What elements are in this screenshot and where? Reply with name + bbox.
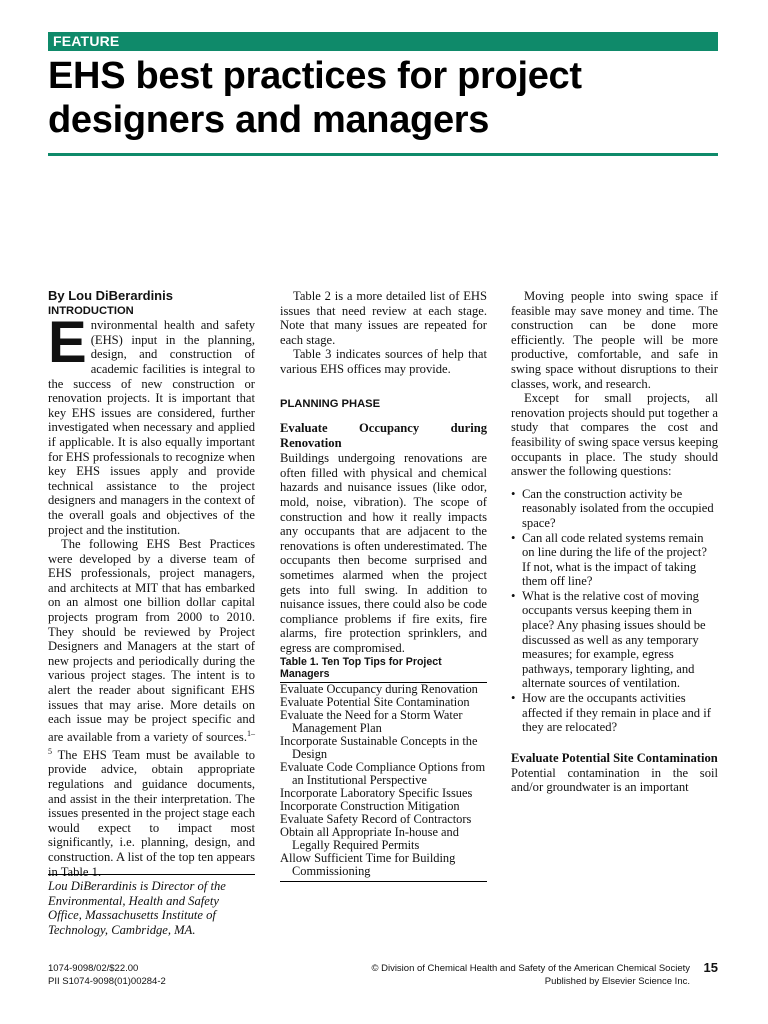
list-item-text: Can all code related systems remain on line during the life of the project? If not, what is the impact of taking them off line? xyxy=(522,530,707,589)
column-2 xyxy=(280,289,487,655)
copyright-line: © Division of Chemical Health and Safety of the American Chemical Society xyxy=(371,963,690,974)
list-item xyxy=(511,589,718,691)
question-list xyxy=(511,487,718,735)
introduction-paragraph-2 xyxy=(48,537,255,879)
bullet-icon: • xyxy=(511,486,516,501)
table-rule-bottom xyxy=(280,881,487,882)
issn-price: 1074-9098/02/$22.00 xyxy=(48,963,139,974)
introduction-heading: INTRODUCTION xyxy=(48,304,134,317)
footer-identifiers xyxy=(48,962,166,988)
planning-paragraph-2: Moving people into swing space if feasible may save money and time. The construction can be done more efficiently. The people will be more productive, comfortable, and safe in swing space without disruptions to their classes, work, and research. xyxy=(511,289,718,391)
table-caption: Table 1. Ten Top Tips for Project Managers xyxy=(280,656,442,680)
list-item-text: Can the construction activity be reasonably isolated from the occupied space? xyxy=(522,486,714,530)
list-item xyxy=(511,531,718,589)
byline: By Lou DiBerardinis xyxy=(48,288,173,303)
introduction-p2-end: The EHS Team must be available to provide advice, obtain appropriate regulations and guidance documents, and assist in the their interpretation. The issues presented in the project stage each would expect to impact most significantly, i.e. planning, design, and construction. A list of the top ten appears in Table 1. xyxy=(48,747,255,879)
table-1 xyxy=(280,656,487,882)
title-divider xyxy=(48,153,718,156)
table-row: Incorporate Construction Mitigation xyxy=(280,799,460,813)
drop-cap: E xyxy=(48,310,87,376)
list-item-text: How are the occupants activities affected if they remain in place and if they are relocated? xyxy=(522,691,711,735)
table-row: Evaluate Potential Site Contamination xyxy=(280,695,470,709)
author-bio-text: is Director of the Environmental, Health and Safety Office, Massachusetts Institute of Technology, Cambridge, MA. xyxy=(48,879,226,937)
planning-paragraph-3: Except for small projects, all renovation projects should put together a study that compares the cost and feasibility of swing space versus keeping occupants in place. The study should answer the following questions: xyxy=(511,391,718,479)
footer-publisher xyxy=(371,962,690,988)
section-label: FEATURE xyxy=(53,33,120,49)
article-title: EHS best practices for project designers and managers xyxy=(48,55,582,141)
introduction-paragraph-4: Table 3 indicates sources of help that various EHS offices may provide. xyxy=(280,347,487,376)
introduction-p1-text: nvironmental health and safety (EHS) input in the planning, design, and construction of academic facilities is integral to the success of new construction or renovation projects. It is important that key EHS issues are considered, further investigated when necessary and applied if applicable. It is also equally important for EHS professionals to recognize when key EHS issues apply and provide technical assistance to the project designers and managers in the context of the overall goals and objectives of the project and the institution. xyxy=(48,318,255,537)
planning-paragraph-4: Potential contamination in the soil and/or groundwater is an important xyxy=(511,765,718,795)
bullet-icon: • xyxy=(511,691,516,706)
table-row: Allow Sufficient Time for Building Commissioning xyxy=(280,851,456,878)
citation-superscript: 1–5 xyxy=(48,728,255,756)
planning-phase-heading: PLANNING PHASE xyxy=(280,397,381,410)
feature-banner xyxy=(48,32,718,51)
introduction-paragraph-3: Table 2 is a more detailed list of EHS issues that need review at each stage. Note that many issues are repeated for each stage. xyxy=(280,289,487,347)
author-bio xyxy=(48,879,255,937)
page-number: 15 xyxy=(703,960,718,975)
table-row: Evaluate Safety Record of Contractors xyxy=(280,812,472,826)
publisher-line: Published by Elsevier Science Inc. xyxy=(544,976,690,987)
pii-code: PII S1074-9098(01)00284-2 xyxy=(48,976,166,987)
subheading-occupancy: Evaluate Occupancy during Renovation xyxy=(280,421,487,451)
bullet-icon: • xyxy=(511,530,516,545)
table-row: Incorporate Sustainable Concepts in the Design xyxy=(280,734,478,761)
introduction-p2-text: The following EHS Best Practices were developed by a diverse team of EHS professionals, project managers, and architects at MIT that has embarked on an almost one billion dollar capital projects program from 2000 to 2010. They should be reviewed by Project Designers and Managers at the start of new projects and periodically during the various project stages. The intent is to alert the reader about significant EHS issues that may arise. More details on each issue may be project specific and are available from a variety of sources. xyxy=(48,537,255,744)
planning-paragraph-1: Buildings undergoing renovations are often filled with physical and chemical hazards and nuisance issues (like odor, mold, noise, vibration). The scope of construction and how it really impacts any occupants that are adjacent to the renovations is often underestimated. The occupants then become surprised and sometimes alarmed when the project gets into full swing. In addition to nuisance issues, there could also be code compliance problems if fire exits, fire alarms, fire protection sprinklers, and egress are compromised. xyxy=(280,451,487,655)
bio-divider xyxy=(48,874,255,875)
table-row: Evaluate Occupancy during Renovation xyxy=(280,682,478,696)
list-item xyxy=(511,487,718,531)
table-list xyxy=(280,683,487,878)
table-row: Evaluate Code Compliance Options from an Institutional Perspective xyxy=(280,760,486,787)
table-row: Incorporate Laboratory Specific Issues xyxy=(280,786,473,800)
table-row: Evaluate the Need for a Storm Water Management Plan xyxy=(280,708,463,735)
column-1 xyxy=(48,289,255,879)
bullet-icon: • xyxy=(511,588,516,603)
author-name: Lou DiBerardinis xyxy=(48,879,137,893)
subheading-site-contamination: Evaluate Potential Site Contamination xyxy=(511,750,718,765)
list-item xyxy=(511,691,718,735)
table-row: Obtain all Appropriate In-house and Legally Required Permits xyxy=(280,825,459,852)
list-item-text: What is the relative cost of moving occupants versus keeping them in place? Any phasing issues should be discussed as well as any temporary measures; for example, egress pathways, temporary lighting, and alternate sources of ventilation. xyxy=(522,588,706,691)
column-3 xyxy=(511,289,718,795)
